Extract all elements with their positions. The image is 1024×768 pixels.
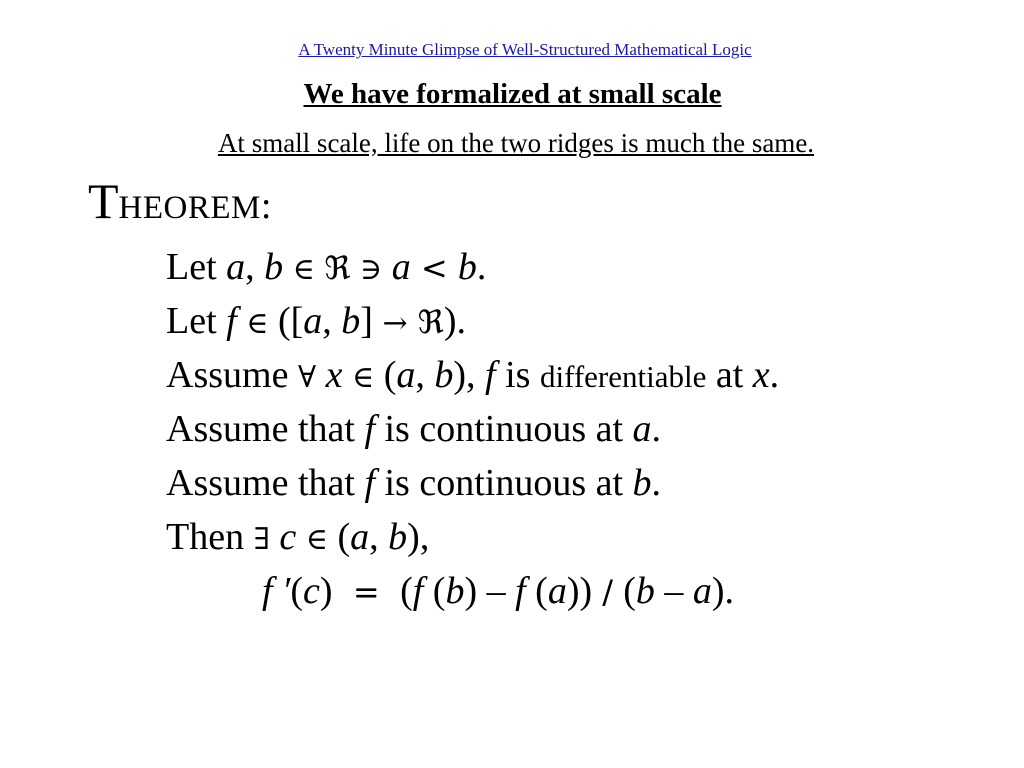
close-paren: ) <box>464 570 478 612</box>
theorem-line-2 <box>166 302 466 340</box>
var-f: f <box>515 570 526 612</box>
theorem-line-5 <box>166 464 661 502</box>
element-of-symbol: ∈ <box>296 522 338 557</box>
let-word: Let <box>166 300 227 342</box>
var-b: b <box>457 246 477 288</box>
equals-symbol: = <box>332 573 401 611</box>
theorem-heading-colon: : <box>260 185 272 227</box>
comma: , <box>245 246 265 288</box>
slide-subtitle: At small scale, life on the two ridges is much the same. <box>217 128 815 158</box>
theorem-heading-initial: T <box>88 173 119 229</box>
theorem-line-7-formula <box>262 572 734 610</box>
var-b: b <box>264 246 284 288</box>
var-a: a <box>547 570 567 612</box>
differentiable-word: differentiable <box>539 359 707 394</box>
theorem-line-1 <box>166 248 486 286</box>
open-bracket: ([ <box>277 300 304 342</box>
var-b: b <box>434 354 454 396</box>
deck-title-link[interactable]: A Twenty Minute Glimpse of Well-Structured Mathematical Logic <box>298 40 752 59</box>
var-b: b <box>635 570 655 612</box>
close-bracket: ] <box>360 300 383 342</box>
element-of-symbol: ∈ <box>236 306 278 341</box>
let-word: Let <box>166 246 227 288</box>
var-c: c <box>269 516 297 558</box>
reals-symbol: ℜ <box>324 249 351 287</box>
theorem-line-4 <box>166 410 661 448</box>
theorem-line-6 <box>166 518 429 556</box>
var-a: a <box>692 570 712 612</box>
close-paren: )) <box>566 570 593 612</box>
assume-word: Assume <box>166 354 298 396</box>
element-of-symbol: ∈ <box>342 360 384 395</box>
var-b: b <box>445 570 465 612</box>
open-paren: ( <box>423 570 446 612</box>
close-paren: ), <box>407 516 430 558</box>
open-paren: ( <box>400 570 413 612</box>
var-x: x <box>316 354 343 396</box>
continuous-phrase: is continuous at <box>375 462 633 504</box>
less-than-symbol: < <box>410 249 458 287</box>
element-of-symbol: ∈ <box>283 252 325 287</box>
open-paren: ( <box>623 570 636 612</box>
at-word: at <box>706 354 753 396</box>
theorem-heading <box>88 172 271 230</box>
assume-that-words: Assume that <box>166 462 365 504</box>
var-f: f <box>485 354 496 396</box>
assume-that-words: Assume that <box>166 408 365 450</box>
var-f: f <box>412 570 424 612</box>
period: . <box>651 408 662 450</box>
is-word: is <box>495 354 540 396</box>
theorem-line-3 <box>166 356 779 394</box>
continuous-phrase: is continuous at <box>375 408 633 450</box>
period: . <box>769 354 780 396</box>
close-paren: ). <box>443 300 466 342</box>
comma: , <box>415 354 435 396</box>
var-a: a <box>303 300 323 342</box>
open-paren: ( <box>383 354 397 396</box>
var-f: f <box>226 300 237 342</box>
var-b: b <box>341 300 361 342</box>
divide-symbol: / <box>592 573 624 611</box>
then-word: Then <box>166 516 254 558</box>
var-f: f <box>364 462 375 504</box>
var-x: x <box>752 354 770 396</box>
open-paren: ( <box>337 516 351 558</box>
comma: , <box>369 516 389 558</box>
f-prime: f ′ <box>262 570 291 612</box>
var-c: c <box>303 570 320 612</box>
exists-symbol: ∃ <box>253 522 270 557</box>
var-a: a <box>632 408 652 450</box>
close-paren: ). <box>711 570 735 612</box>
var-b: b <box>632 462 652 504</box>
var-f: f <box>364 408 375 450</box>
period: . <box>651 462 662 504</box>
var-a: a <box>396 354 416 396</box>
var-a: a <box>226 246 246 288</box>
forall-symbol: ∀ <box>297 360 317 395</box>
theorem-heading-rest: HEOREM <box>118 190 261 226</box>
var-b: b <box>388 516 408 558</box>
reals-symbol: ℜ <box>407 303 444 341</box>
arrow-symbol: → <box>382 306 408 341</box>
open-paren: ( <box>290 570 304 612</box>
period: . <box>476 246 487 288</box>
close-paren: ) <box>319 570 333 612</box>
open-paren: ( <box>525 570 548 612</box>
slide-title: We have formalized at small scale <box>303 78 722 110</box>
minus-symbol: – <box>654 570 693 612</box>
var-a: a <box>350 516 370 558</box>
minus-symbol: – <box>477 570 516 612</box>
such-that-symbol: ∋ <box>350 252 392 287</box>
var-a: a <box>391 246 411 288</box>
close-paren: ), <box>453 354 486 396</box>
comma: , <box>322 300 342 342</box>
